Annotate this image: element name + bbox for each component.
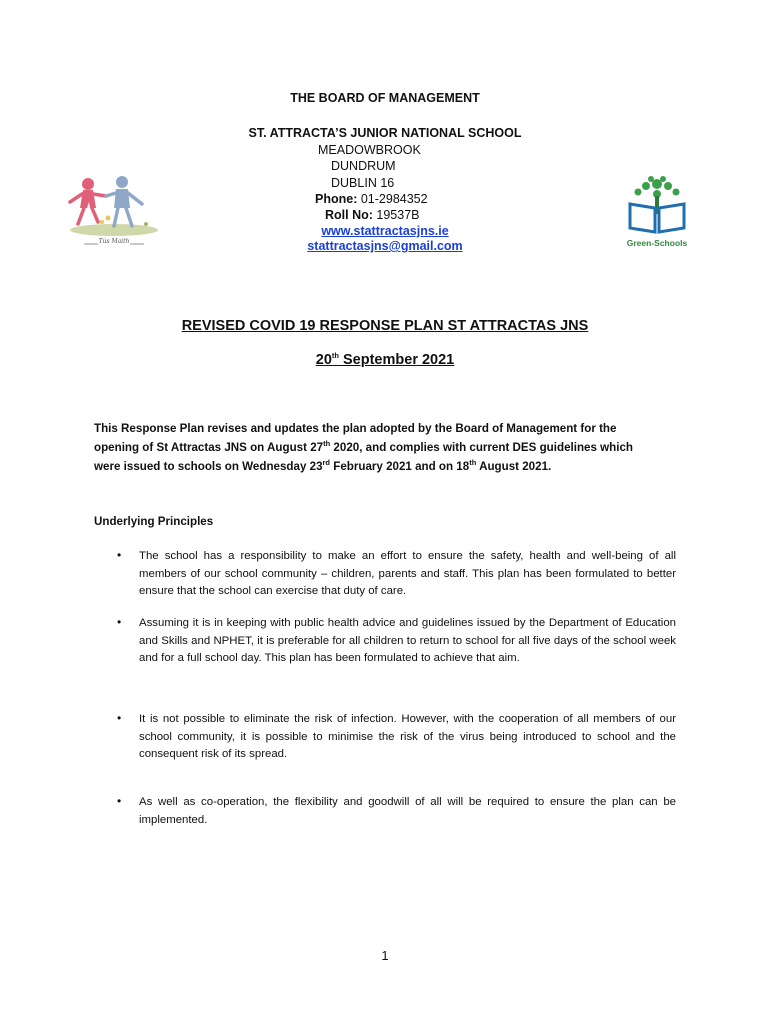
- email-link[interactable]: stattractasjns@gmail.com: [307, 239, 463, 253]
- roll-line: [325, 207, 420, 224]
- list-item: As well as co-operation, the flexibility and goodwill of all will be required to ensure the plan can be implemented.: [139, 796, 676, 826]
- bullet-marker: •: [117, 548, 122, 562]
- bullet-marker: •: [117, 711, 122, 725]
- document-date: 20th September 2021: [315, 351, 455, 368]
- address-line: DUNDRUM: [331, 159, 396, 173]
- roll-number: 19537B: [376, 208, 420, 222]
- green-schools-caption: Green-Schools: [626, 238, 688, 248]
- section-heading: Underlying Principles: [94, 515, 214, 528]
- school-name: ST. ATTRACTA’S JUNIOR NATIONAL SCHOOL: [248, 126, 522, 140]
- list-item: The school has a responsibility to make an effort to ensure the safety, health and well-being of all members of our school community – children, parents and staff. This plan has been formulated to better ensure that the school can exercise that duty of care.: [139, 550, 676, 597]
- phone-line: [315, 191, 428, 208]
- intro-line: This Response Plan revises and updates the plan adopted by the Board of Management for the: [94, 422, 617, 435]
- intro-paragraph: [94, 419, 694, 476]
- list-item: It is not possible to eliminate the risk of infection. However, with the cooperation of all members of our school community, it is possible to minimise the risk of the virus being introduced to school and the consequent risk of its spread.: [139, 713, 676, 760]
- list-item: Assuming it is in keeping with public health advice and guidelines issued by the Department of Education and Skills and NPHET, it is preferable for all children to return to school for all five days of the school week and for a full school day. This plan has been formulated to achieve that aim.: [139, 617, 676, 664]
- phone-label: Phone:: [315, 192, 358, 206]
- page-number: 1: [381, 948, 389, 963]
- board-heading: THE BOARD OF MANAGEMENT: [290, 91, 480, 105]
- address-line: MEADOWBROOK: [318, 143, 421, 157]
- address-line: DUBLIN 16: [331, 176, 395, 190]
- document-title: REVISED COVID 19 RESPONSE PLAN ST ATTRACTAS JNS: [181, 318, 589, 334]
- intro-line: were issued to schools on Wednesday 23rd February 2021 and on 18th August 2021.: [94, 458, 552, 473]
- intro-line: opening of St Attractas JNS on August 27th 2020, and complies with current DES guidelines which: [94, 439, 634, 454]
- left-logo-caption: Tús Maith: [98, 238, 130, 245]
- roll-label: Roll No:: [325, 208, 373, 222]
- website-link[interactable]: www.stattractasjns.ie: [321, 224, 449, 238]
- bullet-marker: •: [117, 794, 122, 808]
- bullet-marker: •: [117, 615, 122, 629]
- phone-number: 01-2984352: [360, 192, 428, 206]
